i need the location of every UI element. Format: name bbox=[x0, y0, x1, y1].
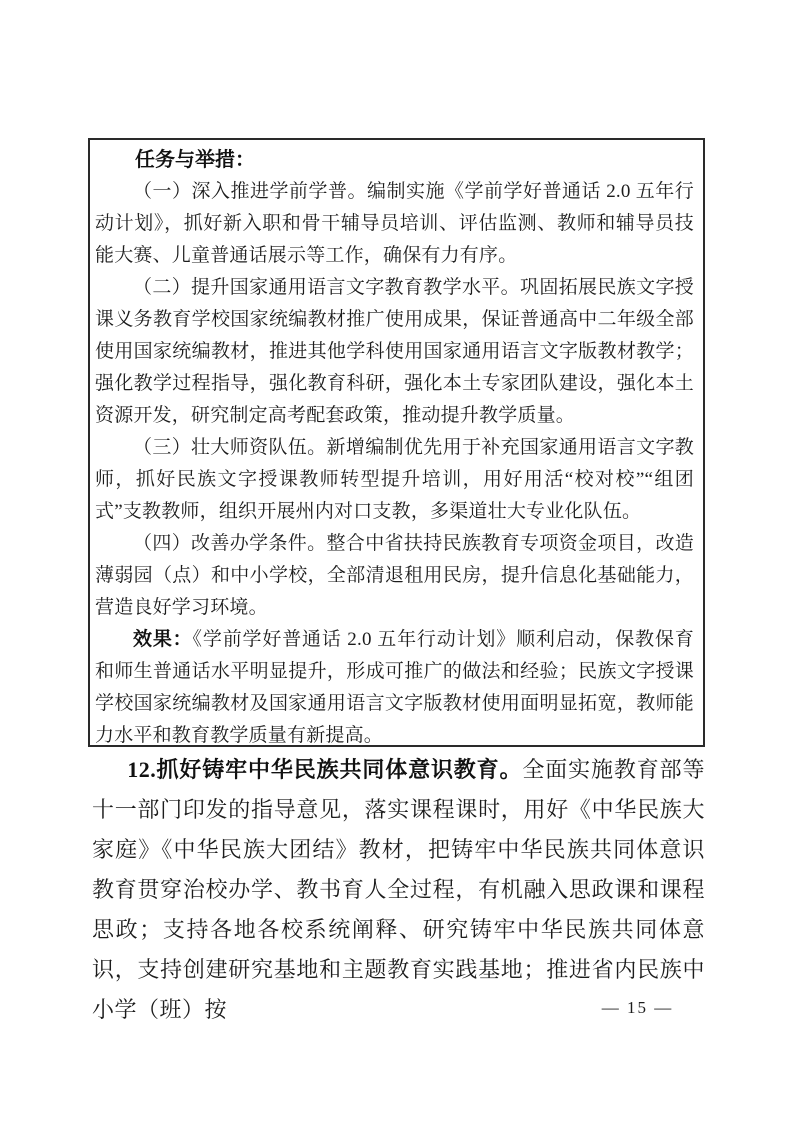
effect-text: 《学前学好普通话 2.0 五年行动计划》顺利启动，保教保育和师生普通话水平明显提升，形成可推广的做法和经验；民族文字授课学校国家统编教材及国家通用语言文字版教材使用面明显拓宽，教师能力水平和教育教学质量有新提高。 bbox=[95, 629, 694, 746]
task-item-1: （一）深入推进学前学普。编制实施《学前学好普通话 2.0 五年行动计划》，抓好新入职和骨干辅导员培训、评估监测、教师和辅导员技能大赛、儿童普通话展示等工作，确保有力有序。 bbox=[95, 181, 694, 266]
paragraph-12 bbox=[92, 750, 705, 1030]
task-box-title: 任务与举措： bbox=[135, 149, 255, 171]
effect-paragraph bbox=[95, 624, 694, 752]
task-item-3: （三）壮大师资队伍。新增编制优先用于补充国家通用语言文字教师，抓好民族文字授课教师转型提升培训，用好用活“校对校”“组团式”支教教师，组织开展州内对口支教，多渠道壮大专业化队伍。 bbox=[95, 437, 694, 522]
tasks-and-measures-box bbox=[88, 138, 705, 747]
effect-label: 效果： bbox=[133, 629, 193, 650]
page-number: — 15 — bbox=[601, 998, 674, 1017]
task-item-2: （二）提升国家通用语言文字教育教学水平。巩固拓展民族文字授课义务教育学校国家统编教材推广使用成果，保证普通高中二年级全部使用国家统编教材，推进其他学科使用国家通用语言文字版教材教学；强化教学过程指导，强化教育科研，强化本土专家团队建设，强化本土资源开发，研究制定高考配套政策，推动提升教学质量。 bbox=[95, 277, 694, 426]
paragraph-12-text: 全面实施教育部等十一部门印发的指导意见，落实课程课时，用好《中华民族大家庭》《中华民族大团结》教材，把铸牢中华民族共同体意识教育贯穿治校办学、教书育人全过程，有机融入思政课和课程思政；支持各地各校系统阐释、研究铸牢中华民族共同体意识，支持创建研究基地和主题教育实践基地；推进省内民族中小学（班）按 bbox=[92, 757, 705, 1022]
paragraph-12-lead: 12.抓好铸牢中华民族共同体意识教育。 bbox=[127, 757, 523, 782]
task-item-4: （四）改善办学条件。整合中省扶持民族教育专项资金项目，改造薄弱园（点）和中小学校，全部清退租用民房，提升信息化基础能力，营造良好学习环境。 bbox=[95, 533, 694, 618]
